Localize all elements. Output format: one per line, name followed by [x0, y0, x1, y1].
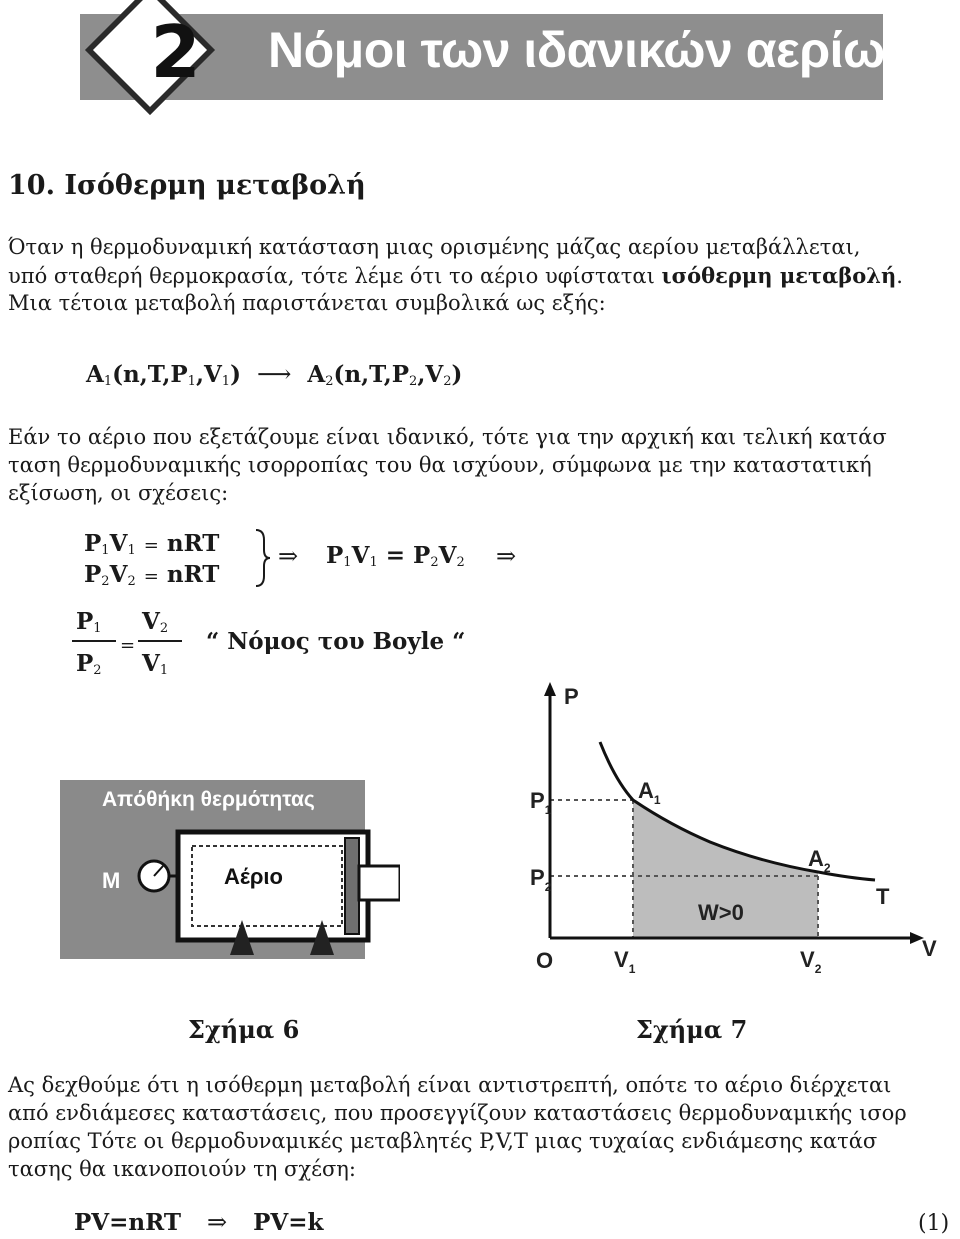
- final-equation: PV=nRT ⇒ PV=k: [74, 1208, 324, 1236]
- chapter-title: Νόμοι των ιδανικών αερίων: [268, 22, 913, 78]
- piston-rod: [359, 866, 400, 900]
- v2-label: $V_2$: [800, 947, 822, 976]
- p1-label: $P_1$: [530, 788, 552, 817]
- fraction-bar-right: [138, 640, 182, 642]
- isothermal-term: ισόθερμη μεταβολή: [661, 263, 897, 288]
- state-eq-2: $P_2V_2$ = nRT: [84, 561, 220, 589]
- intro-line-3: Μια τέτοια μεταβολή παριστάνεται συμβολικά ως εξής:: [8, 291, 606, 315]
- manometer-label: M: [102, 868, 121, 893]
- figure-6-diagram: [60, 780, 400, 985]
- intro-line-2: υπό σταθερή θερμοκρασία, τότε λέμε ότι το αέριο υφίσταται ισόθερμη μεταβολή.: [8, 263, 903, 288]
- fraction-equals: =: [120, 635, 136, 656]
- process-equation: $A_1(n,T,P_1,V_1)$ ⟶ $A_2(n,T,P_2,V_2)$: [86, 360, 463, 389]
- reversible-line-3: ροπίας Τότε οι θερμοδυναμικές μεταβλητές P,V,T μιας τυχαίας ενδιάμεσης κατάσ: [8, 1129, 878, 1153]
- ideal-line-1: Εάν το αέριο που εξετάζουμε είναι ιδανικό, τότε για την αρχική και τελική κατάσ: [8, 425, 887, 449]
- a1-label: $A_1$: [638, 778, 661, 807]
- implies-2: ⇒: [496, 542, 517, 570]
- reservoir-label: Απόθήκη θερμότητας: [102, 788, 315, 811]
- ideal-line-3: εξίσωση, οι σχέσεις:: [8, 481, 229, 505]
- boyle-product-equation: $P_1V_1 = P_2V_2$: [326, 542, 465, 570]
- fraction-numerator-right: $V_2$: [142, 608, 169, 636]
- brace-icon: [250, 528, 274, 588]
- state-eq-1: $P_1V_1$ = nRT: [84, 530, 220, 558]
- ideal-line-2: ταση θερμοδυναμικής ισορροπίας του θα ισχύουν, σύμφωνα με την καταστατική: [8, 453, 872, 477]
- v-axis-label: V: [922, 936, 937, 961]
- fraction-bar-left: [72, 640, 116, 642]
- work-label: W>0: [698, 900, 744, 925]
- fraction-numerator-left: $P_1$: [76, 608, 102, 636]
- gas-label: Αέριο: [224, 864, 283, 889]
- section-title: 10. Ισόθερμη μεταβολή: [8, 170, 366, 201]
- p-axis-label: P: [564, 684, 579, 709]
- figure-7-pv-diagram: [530, 680, 950, 985]
- chapter-number: 2: [150, 10, 201, 94]
- v1-label: $V_1$: [614, 947, 636, 976]
- boyle-law-name: “ Νόμος του Boyle “: [206, 628, 466, 655]
- reversible-line-1: Ας δεχθούμε ότι η ισόθερμη μεταβολή είναι αντιστρεπτή, οπότε το αέριο διέρχεται: [8, 1073, 892, 1097]
- piston: [345, 838, 359, 934]
- equation-number: (1): [918, 1211, 950, 1236]
- implies-1: ⇒: [278, 542, 299, 570]
- fraction-denominator-right: $V_1$: [142, 650, 169, 678]
- intro-line-1: Όταν η θερμοδυναμική κατάσταση μιας ορισμένης μάζας αερίου μεταβάλλεται,: [8, 235, 861, 259]
- figure-6-caption: Σχήμα 6: [188, 1015, 300, 1044]
- reversible-line-4: τασης θα ικανοποιούν τη σχέση:: [8, 1157, 356, 1181]
- origin-label: O: [536, 948, 554, 973]
- fraction-denominator-left: $P_2$: [76, 650, 102, 678]
- p2-label: $P_2$: [530, 865, 552, 894]
- a2-label: $A_2$: [808, 846, 831, 875]
- figure-7-caption: Σχήμα 7: [636, 1015, 748, 1044]
- reversible-line-2: από ενδιάμεσες καταστάσεις, που προσεγγίζουν καταστάσεις θερμοδυναμικής ισορ: [8, 1101, 907, 1125]
- isotherm-t-label: T: [876, 884, 890, 909]
